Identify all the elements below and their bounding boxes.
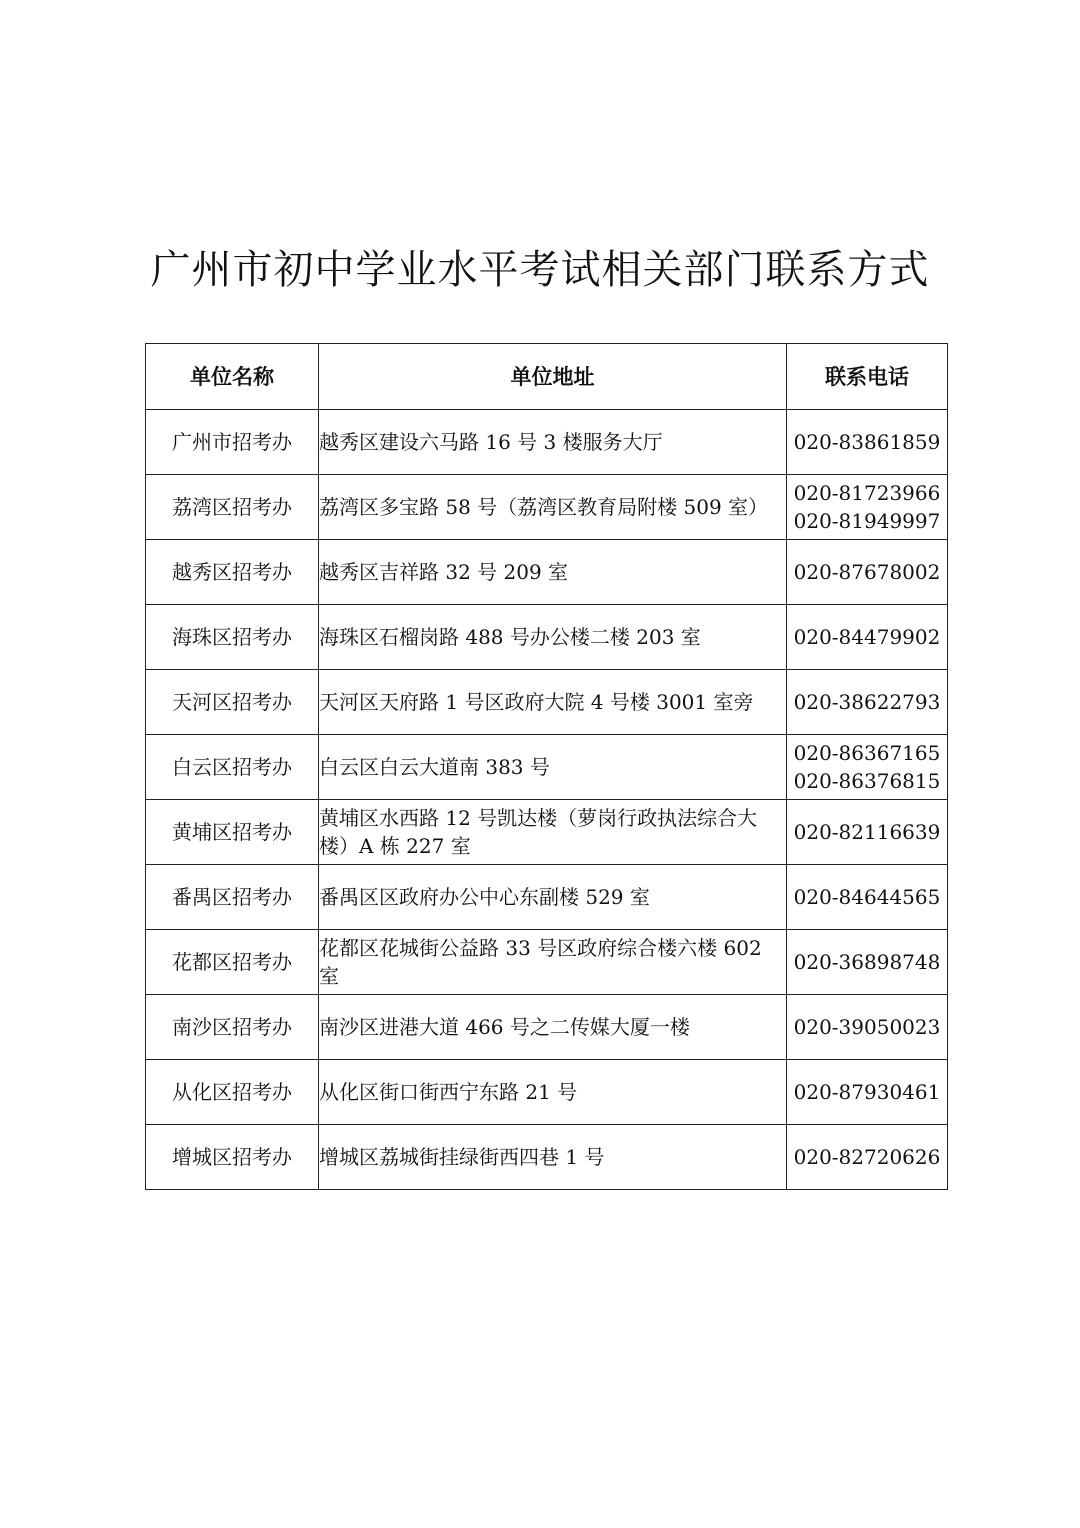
office-address: 越秀区建设六马路 16 号 3 楼服务大厅 — [319, 410, 787, 475]
phone-number: 020-39050023 — [793, 1015, 941, 1039]
office-phone-cell — [787, 410, 948, 475]
office-address: 黄埔区水西路 12 号凯达楼（萝岗行政执法综合大楼）A 栋 227 室 — [319, 800, 787, 865]
office-address: 荔湾区多宝路 58 号（荔湾区教育局附楼 509 室） — [319, 475, 787, 540]
phone-number: 020-36898748 — [793, 950, 941, 974]
office-address: 从化区街口街西宁东路 21 号 — [319, 1060, 787, 1125]
phone-number: 020-81723966 — [793, 481, 941, 505]
office-phone-cell — [787, 800, 948, 865]
table-row — [146, 800, 948, 865]
phone-number: 020-84479902 — [793, 625, 941, 649]
office-name: 广州市招考办 — [146, 410, 319, 475]
office-address: 海珠区石榴岗路 488 号办公楼二楼 203 室 — [319, 605, 787, 670]
office-address: 花都区花城街公益路 33 号区政府综合楼六楼 602 室 — [319, 930, 787, 995]
phone-number: 020-86376815 — [793, 769, 941, 793]
contacts-table — [145, 343, 948, 1190]
office-phone-cell — [787, 1125, 948, 1190]
office-name: 越秀区招考办 — [146, 540, 319, 605]
table-row — [146, 1125, 948, 1190]
phone-number: 020-86367165 — [793, 741, 941, 765]
office-name: 南沙区招考办 — [146, 995, 319, 1060]
office-address: 南沙区进港大道 466 号之二传媒大厦一楼 — [319, 995, 787, 1060]
phone-number: 020-38622793 — [793, 690, 941, 714]
page-title: 广州市初中学业水平考试相关部门联系方式 — [150, 247, 930, 293]
office-address: 白云区白云大道南 383 号 — [319, 735, 787, 800]
table-header-row — [146, 344, 948, 410]
column-header-address: 单位地址 — [319, 344, 787, 410]
office-phone-cell — [787, 865, 948, 930]
office-address: 番禺区区政府办公中心东副楼 529 室 — [319, 865, 787, 930]
office-phone-cell — [787, 540, 948, 605]
office-name: 海珠区招考办 — [146, 605, 319, 670]
office-name: 从化区招考办 — [146, 1060, 319, 1125]
office-name: 天河区招考办 — [146, 670, 319, 735]
phone-number: 020-82720626 — [793, 1145, 941, 1169]
phone-number: 020-84644565 — [793, 885, 941, 909]
office-phone-cell — [787, 670, 948, 735]
table-row — [146, 995, 948, 1060]
office-name: 白云区招考办 — [146, 735, 319, 800]
phone-number: 020-81949997 — [793, 509, 941, 533]
office-name: 花都区招考办 — [146, 930, 319, 995]
table-row — [146, 670, 948, 735]
table-row — [146, 930, 948, 995]
office-phone-cell — [787, 605, 948, 670]
office-name: 增城区招考办 — [146, 1125, 319, 1190]
column-header-phone: 联系电话 — [787, 344, 948, 410]
phone-number: 020-83861859 — [793, 430, 941, 454]
table-row — [146, 475, 948, 540]
office-phone-cell — [787, 475, 948, 540]
office-name: 番禺区招考办 — [146, 865, 319, 930]
table-row — [146, 1060, 948, 1125]
table-row — [146, 865, 948, 930]
office-name: 黄埔区招考办 — [146, 800, 319, 865]
office-phone-cell — [787, 930, 948, 995]
phone-number: 020-82116639 — [793, 820, 941, 844]
table-body — [146, 410, 948, 1190]
office-phone-cell — [787, 1060, 948, 1125]
table-row — [146, 540, 948, 605]
office-phone-cell — [787, 995, 948, 1060]
office-address: 天河区天府路 1 号区政府大院 4 号楼 3001 室旁 — [319, 670, 787, 735]
office-address: 越秀区吉祥路 32 号 209 室 — [319, 540, 787, 605]
table-row — [146, 605, 948, 670]
table-row — [146, 410, 948, 475]
office-name: 荔湾区招考办 — [146, 475, 319, 540]
phone-number: 020-87678002 — [793, 560, 941, 584]
table-row — [146, 735, 948, 800]
office-address: 增城区荔城街挂绿街西四巷 1 号 — [319, 1125, 787, 1190]
phone-number: 020-87930461 — [793, 1080, 941, 1104]
office-phone-cell — [787, 735, 948, 800]
column-header-name: 单位名称 — [146, 344, 319, 410]
